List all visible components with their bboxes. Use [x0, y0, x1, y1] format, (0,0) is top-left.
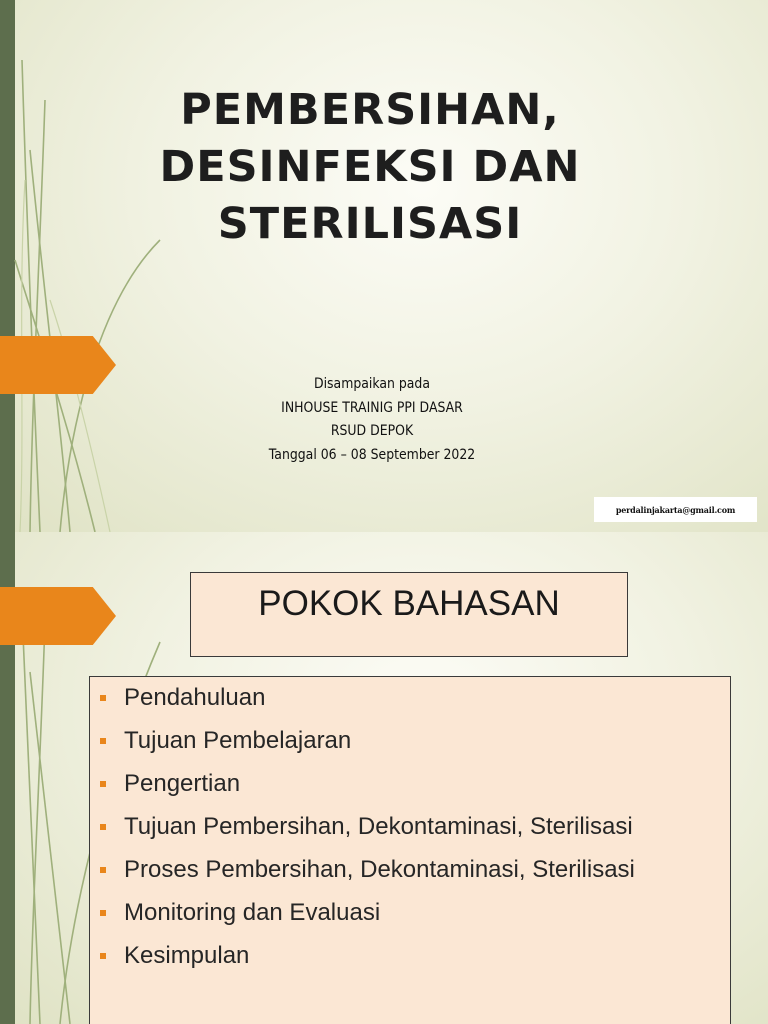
- bullet-icon: [100, 695, 106, 701]
- list-item: [90, 724, 635, 767]
- agenda-heading-box: [190, 572, 628, 657]
- subtitle-line: INHOUSE TRAINIG PPI DASAR: [281, 399, 463, 416]
- bullet-icon: [100, 910, 106, 916]
- bullet-icon: [100, 824, 106, 830]
- agenda-heading: POKOK BAHASAN: [258, 584, 560, 623]
- orange-arrow-tab: [0, 587, 116, 645]
- list-item: [90, 810, 635, 853]
- subtitle-line: RSUD DEPOK: [330, 423, 414, 439]
- list-item-text: Pendahuluan: [124, 684, 266, 711]
- list-item-text: Proses Pembersihan, Dekontaminasi, Sterilisasi: [124, 856, 635, 883]
- list-item-text: Tujuan Pembersihan, Dekontaminasi, Sterilisasi: [124, 813, 633, 840]
- title-line: PEMBERSIHAN,: [180, 85, 560, 135]
- list-item: [90, 681, 635, 724]
- agenda-slide: [0, 532, 768, 1024]
- title-line: STERILISASI: [217, 199, 523, 249]
- orange-arrow-tab: [0, 336, 116, 394]
- list-item: [90, 939, 635, 982]
- grass-decoration: [0, 0, 200, 532]
- subtitle-line: Tanggal 06 – 08 September 2022: [268, 446, 476, 463]
- bullet-icon: [100, 781, 106, 787]
- list-item-text: Pengertian: [124, 770, 241, 797]
- bullet-icon: [100, 953, 106, 959]
- list-item: [90, 853, 635, 896]
- list-item: [90, 767, 635, 810]
- slide-title: [100, 82, 640, 253]
- email-label: perdalinjakarta@gmail.com: [594, 497, 757, 522]
- agenda-list-box: [89, 676, 731, 1024]
- list-item-text: Tujuan Pembelajaran: [124, 727, 352, 754]
- bullet-icon: [100, 867, 106, 873]
- agenda-list: [90, 681, 635, 982]
- list-item-text: Kesimpulan: [124, 942, 250, 969]
- subtitle-block: [200, 373, 544, 467]
- list-item: [90, 896, 635, 939]
- subtitle-line: Disampaikan pada: [313, 376, 430, 392]
- list-item-text: Monitoring dan Evaluasi: [124, 899, 381, 926]
- bullet-icon: [100, 738, 106, 744]
- title-line: DESINFEKSI DAN: [159, 142, 581, 192]
